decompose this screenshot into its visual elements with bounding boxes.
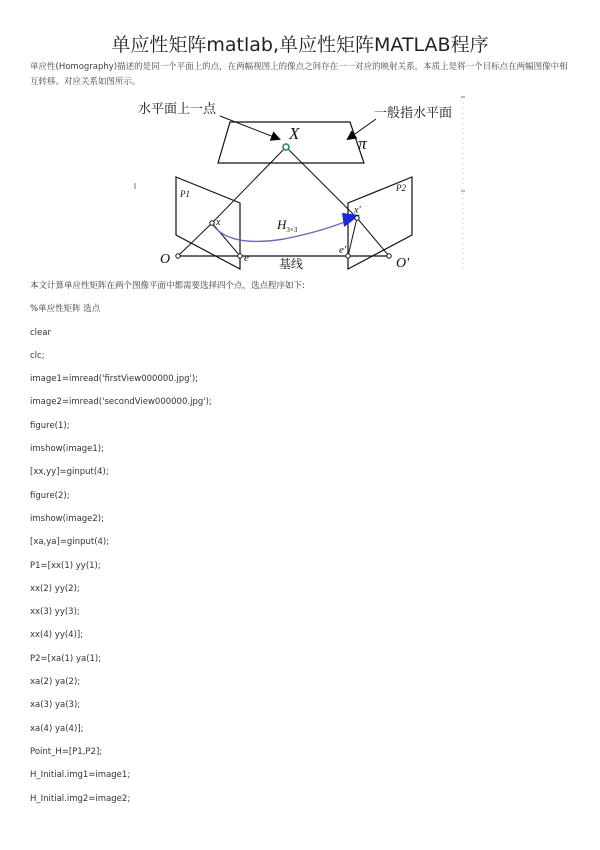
label-O: O	[160, 252, 171, 267]
code-line: H_Initial.img1=image1;	[30, 770, 131, 781]
point-X	[283, 144, 289, 150]
label-x-prime: x'	[354, 205, 361, 216]
label-e-prime: e'	[339, 244, 347, 256]
label-X: X	[289, 124, 300, 143]
homography-diagram	[134, 93, 466, 271]
point-x-prime	[355, 216, 359, 220]
code-line: figure(1);	[30, 420, 70, 431]
homography-diagram-svg	[134, 93, 466, 271]
label-P2: P2	[396, 183, 406, 193]
label-x: x	[216, 217, 221, 228]
label-H-sub: 3×3	[286, 226, 298, 234]
body-paragraph: 本文计算单应性矩阵在两个图像平面中都需要选择四个点，选点程序如下:	[30, 281, 305, 291]
epipolar-line-right	[348, 218, 357, 256]
code-line: P2=[xa(1) ya(1);	[30, 653, 102, 664]
label-pi: π	[358, 134, 367, 153]
code-line: xa(4) ya(4)];	[30, 723, 84, 734]
ray-x-left	[212, 147, 286, 223]
point-O	[176, 254, 180, 258]
label-e: e	[244, 252, 249, 264]
code-line: Point_H=[P1,P2];	[30, 746, 103, 757]
code-line: clc;	[30, 350, 45, 361]
code-line: xa(3) ya(3);	[30, 700, 81, 711]
code-line: clear	[30, 327, 51, 338]
point-e	[238, 254, 242, 258]
code-line: figure(2);	[30, 490, 70, 501]
label-O-prime: O'	[396, 256, 410, 271]
code-line: image2=imread('secondView000000.jpg');	[30, 397, 212, 408]
label-plane-point: 水平面上一点	[138, 101, 217, 116]
label-H-main: H	[277, 217, 287, 232]
code-line: [xa,ya]=ginput(4);	[30, 537, 110, 548]
page-title: 单应性矩阵matlab,单应性矩阵MATLAB程序	[111, 34, 489, 56]
label-P1: P1	[180, 189, 190, 199]
code-line: image1=imread('firstView000000.jpg');	[30, 374, 199, 385]
code-line: %单应性矩阵 选点	[30, 304, 101, 315]
code-line: xa(2) ya(2);	[30, 677, 81, 688]
label-horizontal-plane: 一般指水平面	[374, 105, 453, 120]
label-H	[276, 217, 298, 234]
code-listing	[30, 280, 570, 816]
code-line: H_Initial.img2=image2;	[30, 793, 131, 804]
code-line: P1=[xx(1) yy(1);	[30, 560, 101, 571]
ray-xprime-oprime	[357, 218, 389, 256]
code-line: [xx,yy]=ginput(4);	[30, 467, 109, 478]
code-line: imshow(image2);	[30, 513, 104, 524]
intro-paragraph: 单应性(Homography)描述的是同一个平面上的点，在两幅视图上的像点之间存在一一对应的映射关系，本质上是将一个目标点在两幅图像中相互转移。对应关系如图所示。	[30, 62, 568, 87]
point-O-prime	[387, 254, 391, 258]
code-line: imshow(image1);	[30, 444, 104, 455]
point-x	[210, 221, 214, 225]
point-e-prime	[346, 254, 350, 258]
code-line: xx(2) yy(2);	[30, 583, 80, 594]
label-baseline: 基线	[279, 257, 304, 271]
code-line: xx(3) yy(3);	[30, 607, 80, 618]
ray-x-right	[286, 147, 357, 218]
code-line: xx(4) yy(4)];	[30, 630, 84, 641]
